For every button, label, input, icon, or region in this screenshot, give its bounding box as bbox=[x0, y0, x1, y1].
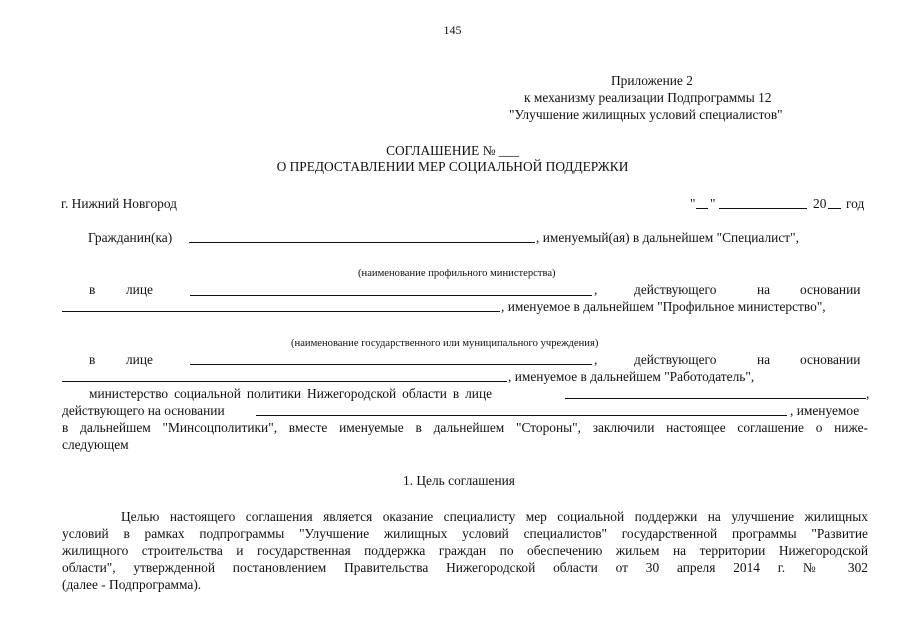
institution-hint: (наименование государственного или муниципального учреждения) bbox=[291, 338, 599, 349]
ministry-basis-field[interactable] bbox=[62, 311, 500, 312]
section-1-line-3: жилищного строительства и государственная поддержка граждан по обеспечению жильем на территории Нижегородской bbox=[62, 543, 868, 558]
ministry-rep-field[interactable] bbox=[190, 295, 592, 296]
section-1-line-5: (далее - Подпрограмма). bbox=[62, 577, 202, 592]
acting-word: действующего bbox=[634, 282, 717, 297]
in-word: в bbox=[89, 282, 96, 297]
date-quote-open: " bbox=[690, 196, 696, 211]
employer-suffix: , именуемое в дальнейшем "Работодатель", bbox=[508, 369, 755, 384]
section-1-heading: 1. Цель соглашения bbox=[403, 473, 515, 488]
agreement-subtitle: О ПРЕДОСТАВЛЕНИИ МЕР СОЦИАЛЬНОЙ ПОДДЕРЖКИ bbox=[276, 159, 629, 174]
on-word: на bbox=[757, 352, 771, 367]
minsoc-comma: , bbox=[866, 386, 870, 401]
section-1-line-1: Целью настоящего соглашения является оказание специалисту мер социальной поддержки на улучшение жилищных bbox=[121, 509, 868, 524]
section-1-line-4: области", утвержденной постановлением Правительства Нижегородской области от 30 апреля 2014 г. № 302 bbox=[62, 560, 868, 575]
citizen-name-field[interactable] bbox=[189, 242, 535, 243]
citizen-label: Гражданин(ка) bbox=[88, 230, 173, 245]
minsoc-line-4: следующем bbox=[62, 437, 129, 452]
ministry-suffix: , именуемое в дальнейшем "Профильное министерство", bbox=[501, 299, 826, 314]
day-blank bbox=[696, 208, 708, 209]
year-blank bbox=[828, 208, 841, 209]
minsoc-basis-field[interactable] bbox=[256, 415, 787, 416]
page-number: 145 bbox=[443, 23, 462, 37]
acting-word: действующего bbox=[634, 352, 717, 367]
employer-rep-field[interactable] bbox=[190, 364, 592, 365]
minsoc-rep-field[interactable] bbox=[565, 398, 866, 399]
on-word: на bbox=[757, 282, 771, 297]
date-quote-close: " bbox=[710, 196, 716, 211]
agreement-title: СОГЛАШЕНИЕ № ___ bbox=[386, 143, 519, 158]
basis-word: основании bbox=[800, 282, 861, 297]
basis-word: основании bbox=[800, 352, 861, 367]
person-word: лице bbox=[126, 352, 153, 367]
employer-basis-field[interactable] bbox=[62, 381, 507, 382]
comma: , bbox=[594, 282, 598, 297]
year-prefix: 20 bbox=[813, 196, 827, 211]
minsoc-line-2: действующего на основании bbox=[62, 403, 225, 418]
minsoc-line-2-suffix: , именуемое bbox=[790, 403, 860, 418]
year-word: год bbox=[846, 196, 865, 211]
in-word: в bbox=[89, 352, 96, 367]
comma: , bbox=[594, 352, 598, 367]
month-blank bbox=[719, 208, 807, 209]
ministry-hint: (наименование профильного министерства) bbox=[358, 268, 556, 279]
minsoc-line-3: в дальнейшем "Минсоцполитики", вместе именуемые в дальнейшем "Стороны", заключили настоящее соглашение о ниже- bbox=[62, 420, 868, 435]
appendix-line-2: к механизму реализации Подпрограммы 12 bbox=[524, 90, 772, 105]
minsoc-line-1: министерство социальной политики Нижегородской области в лице bbox=[89, 386, 493, 401]
section-1-line-2: условий в рамках подпрограммы "Улучшение жилищных условий специалистов" государственной программы "Развитие bbox=[62, 526, 868, 541]
citizen-suffix: , именуемый(ая) в дальнейшем "Специалист", bbox=[536, 230, 799, 245]
person-word: лице bbox=[126, 282, 153, 297]
place: г. Нижний Новгород bbox=[61, 196, 177, 211]
appendix-line-3: "Улучшение жилищных условий специалистов" bbox=[509, 107, 783, 122]
appendix-line-1: Приложение 2 bbox=[611, 73, 693, 88]
